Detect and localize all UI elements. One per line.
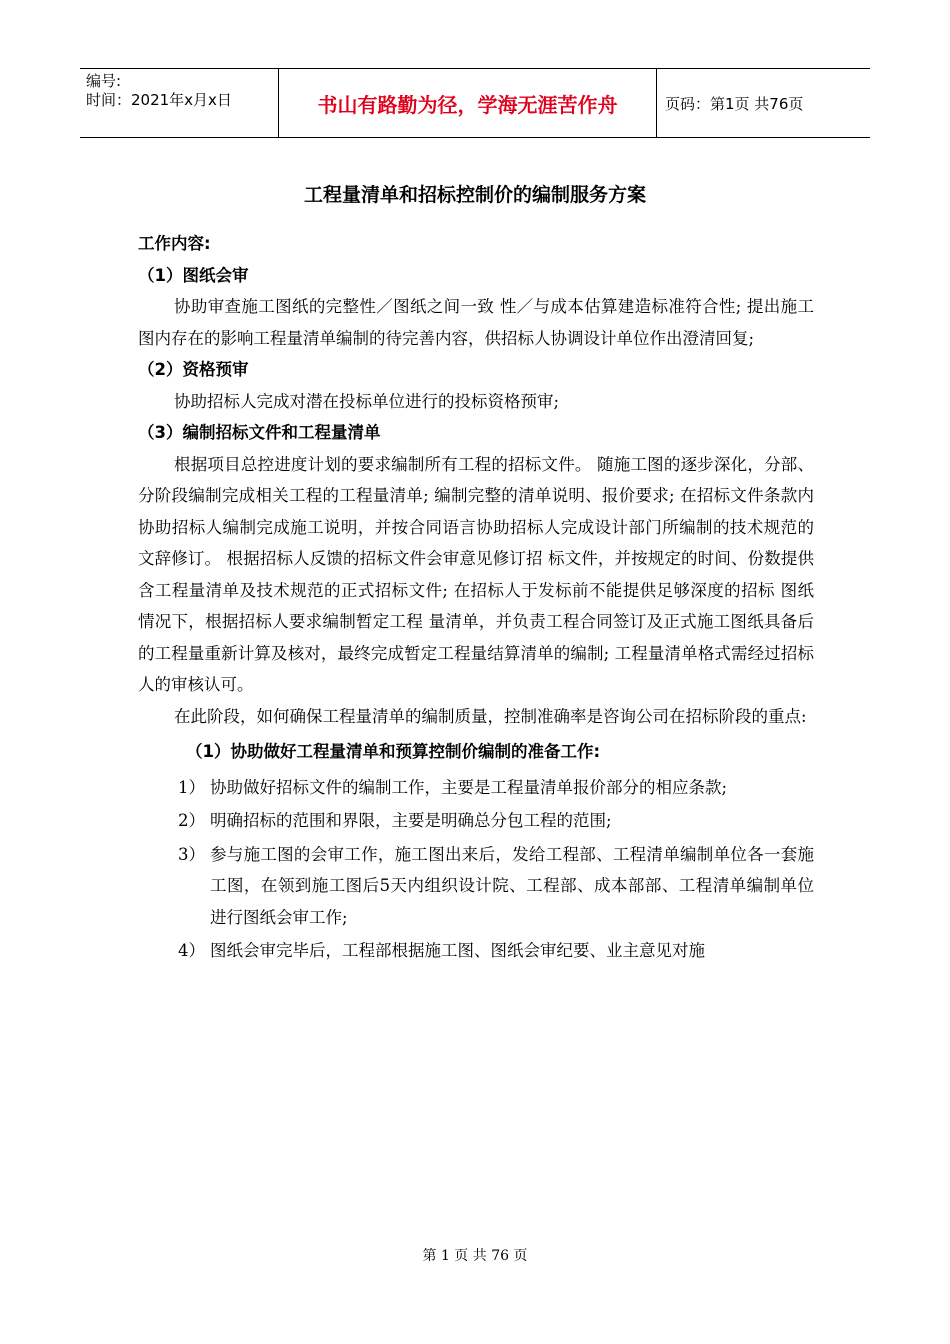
list-item bbox=[138, 805, 814, 837]
header-meta bbox=[80, 69, 279, 137]
motto-text: 书山有路勤为径，学海无涯苦作舟 bbox=[317, 92, 618, 117]
list-item bbox=[138, 772, 814, 804]
header-motto bbox=[279, 69, 657, 137]
list-item bbox=[138, 935, 814, 967]
work-content-heading: 工作内容: bbox=[138, 234, 211, 253]
list-item bbox=[138, 839, 814, 934]
section-heading: （3）编制招标文件和工程量清单 bbox=[138, 423, 381, 442]
section-paragraph: 根据项目总控进度计划的要求编制所有工程的招标文件。 随施工图的逐步深化，分部、分阶段编制完成相关工程的工程量清单; 编制完整的清单说明、报价要求; 在招标文件条款内协助招标人编制完成施工说明，并按合同语言协助招标人完成设计部门所编制的技术规范的文辞修订。 根据招标人反馈的招标文件会审意见修订招 标文件，并按规定的时间、份数提供含工程量清单及技术规范的正式招标文件; 在招标人于发标前不能提供足够深度的招标 图纸情况下，根据招标人要求编制暂定工程 量清单，并负责工程合同签订及正式施工图纸具备后的工程量重新计算及核对，最终完成暂定工程量结算清单的编制; 工程量清单格式需经过招标人的审核认可。 bbox=[138, 454, 814, 694]
list-item-number: 2） bbox=[178, 811, 205, 830]
list-item-text: 图纸会审完毕后，工程部根据施工图、图纸会审纪要、业主意见对施 bbox=[210, 941, 705, 960]
document-number-label: 编号: bbox=[86, 72, 122, 90]
list-item-text: 参与施工图的会审工作，施工图出来后，发给工程部、工程清单编制单位各一套施工图，在领到施工图后5天内组织设计院、工程部、成本部部、工程清单编制单位进行图纸会审工作; bbox=[210, 844, 814, 927]
document-time-label: 时间：2021年x月x日 bbox=[86, 91, 232, 109]
page-header bbox=[80, 68, 870, 138]
section-heading: （1）图纸会审 bbox=[138, 265, 249, 285]
document-body bbox=[138, 228, 814, 967]
list-item-number: 4） bbox=[178, 941, 205, 960]
preparation-subheading: （1）协助做好工程量清单和预算控制价编制的准备工作: bbox=[186, 742, 601, 761]
section-heading: （2）资格预审 bbox=[138, 360, 249, 379]
section-paragraph: 协助招标人完成对潜在投标单位进行的投标资格预审; bbox=[174, 391, 560, 411]
page-footer: 第 1 页 共 76 页 bbox=[422, 1248, 528, 1264]
list-item-number: 1） bbox=[178, 777, 205, 797]
header-page-info bbox=[657, 69, 870, 137]
section-paragraph: 协助审查施工图纸的完整性／图纸之间一致 性／与成本估算建造标准符合性; 提出施工图内存在的影响工程量清单编制的待完善内容，供招标人协调设计单位作出澄清回复; bbox=[138, 297, 814, 348]
section-paragraph: 在此阶段，如何确保工程量清单的编制质量，控制准确率是咨询公司在招标阶段的重点: bbox=[174, 706, 807, 726]
list-item-text: 协助做好招标文件的编制工作，主要是工程量清单报价部分的相应条款; bbox=[210, 777, 728, 797]
list-item-text: 明确招标的范围和界限，主要是明确总分包工程的范围; bbox=[210, 811, 612, 830]
page-info-text: 页码：第1页 共76页 bbox=[665, 94, 804, 113]
document-title: 工程量清单和招标控制价的编制服务方案 bbox=[303, 184, 646, 206]
list-item-number: 3） bbox=[178, 844, 205, 864]
